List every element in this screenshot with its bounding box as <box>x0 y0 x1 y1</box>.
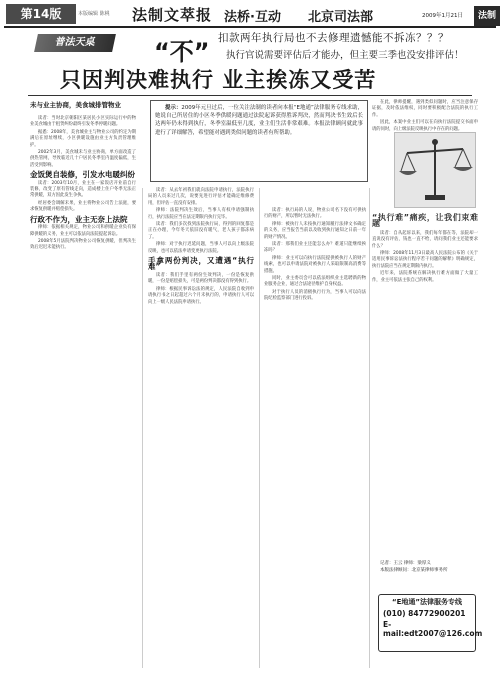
column-3 <box>264 208 366 304</box>
paragraph: 因此，本案中业主们可以在向执行法院提交书面申请的同时，向上级法院反映执行中存在的问题。 <box>372 120 478 132</box>
paragraph: 律师：根据民事诉讼法的规定，人民法院自收到申请执行书之日起超过六个月未执行的，申请执行人可以向上一级人民法院申请执行。 <box>148 286 254 305</box>
side-tag: 法制 <box>474 6 500 26</box>
main-headline: 只因判决难执行 业主挨冻又受苦 <box>60 68 377 92</box>
byline <box>380 560 476 574</box>
byline-counsel: 本版法律顾问：北京某律师事务所 <box>380 568 448 573</box>
paragraph: 对于执行人员的消极执行行为，当事人可以向法院纪检监察部门进行投诉。 <box>264 289 366 302</box>
headline-deck-2: 执行官说需要评估后才能办，但主要三季也没安排评估！ <box>226 50 464 61</box>
column-4 <box>372 100 478 285</box>
column-divider <box>259 188 260 668</box>
paragraph: 读者：2003年10月，业主在一家饭店开业前自行装修，改变了原有管线走向，造成楼上住户冬季无法正常供暖，双方因此发生争执。 <box>30 180 136 199</box>
paragraph: 在此，律师提醒，遇到类似问题时，应当注意保存证据，及时依法维权，同时要积极配合法院的执行工作。 <box>372 100 478 118</box>
masthead <box>4 4 496 26</box>
subheading: “执行难”痛疾，让我们束难题 <box>372 213 478 229</box>
column-kicker: 普法天桌 <box>34 34 116 52</box>
subheading: 手拿两份判决，又遭遇“执行难” <box>148 256 254 272</box>
sidebar-title: 未与业主协商，美食城排管物业 <box>30 101 121 109</box>
masthead-rule <box>4 26 496 28</box>
column-2 <box>148 188 254 307</box>
paper-name: 法制文萃报 <box>132 6 213 24</box>
column-divider <box>142 188 143 668</box>
paragraph: 读者：那我们业主还能怎么办？难道只能继续挨冻吗？ <box>264 242 366 254</box>
headline-quote-word: “不” <box>154 38 210 66</box>
contact-title: “E地通”法律服务专线 <box>392 598 462 606</box>
paragraph: 2002年3月，美食城未与业主协商，单方面改造了供热管网，导致临近几十户居民冬季室内温度偏低，生活受到影响。 <box>30 150 136 168</box>
prompt-body: 2009年元旦过后，一位关注法制的读者向本报“E地通”法律服务专线求助，她说自己所居住的小区冬季供暖问题通过法院起诉获得胜诉判决，然而判决书生效后长达两年仍未得到执行，冬季室温低至几度，业主们生活非常艰难。本报法律顾问就此事进行了详细解答，希望能对遇到类似问题的读者有所帮助。 <box>155 105 363 136</box>
illustration-spacer <box>372 134 478 212</box>
paragraph: 近年来，法院系统在解决执行难方面做了大量工作，业主可依法主张自己的权利。 <box>372 271 478 283</box>
contact-email: E-mail:edt2007@126.com <box>383 620 483 638</box>
column-divider <box>369 188 370 668</box>
prompt-lead: 提示： <box>165 105 182 111</box>
paragraph: 律师：法院判决生效后，当事人有权申请强制执行，执行法院应当在法定期限内执行完毕。 <box>148 208 254 220</box>
paragraph: 读者：我们多次找到法院执行局，得到的回复都是正在办理，今年冬天依旧没有暖气，老人孩子都冻病了。 <box>148 222 254 240</box>
subheading: 行政不作为，业主无奈上法院 <box>30 214 128 224</box>
section-name: 法桥·互动 <box>224 10 281 25</box>
editor-credit: 本版编辑 陈桃 <box>78 11 110 17</box>
contact-box <box>378 594 483 652</box>
paragraph: 据悉：2008年，美食城业主与物业公司的约定为期满后在原址继续，小区供暖设施由业主方负责管理维护。 <box>30 129 136 148</box>
paragraph: 律师：业主可以向执行法院提供被执行人的财产线索，也可以申请法院对被执行人采取限制高消费等措施。 <box>264 255 366 274</box>
paragraph: 读者：当时北京朝阳区某居民小区实际运行中的物业美食城由于租赁纠纷最终引发冬季停暖问题。 <box>30 116 136 128</box>
paragraph: 律师：被执行人未按执行通知履行法律文书确定的义务，应当报告当前以及收到执行通知之日前一年的财产情况。 <box>264 221 366 240</box>
headline-deck-1: 扣款两年执行局也不去修理遗憾能不拆冻？？？ <box>218 32 449 44</box>
paragraph: 2008年5月法院判决物业公司恢复供暖，但判决生效后迟迟未能执行。 <box>30 238 136 251</box>
paragraph: 同时，业主委员会可以依法组织业主选聘新的物业服务企业，通过合法途径维护自身权益。 <box>264 276 366 288</box>
paragraph: 读者：我们手里有两份生效判决，一份是恢复供暖，一份是赔偿损失，可是两份判决都没有得到执行。 <box>148 272 254 285</box>
paragraph: 律师：依据相关规定，物业公司和供暖企业负有保障供暖的义务，业主可以依法向法院提起诉讼。 <box>30 225 136 237</box>
headline-rule <box>28 95 472 96</box>
subheading: 金饭煲自装修，引发水电暖纠纷 <box>30 170 135 180</box>
paragraph: 读者：从去年初我们就向法院申请执行，法院执行局的人员来过几次，说要先进行评估才能确定维修费用，但评估一直没有安排。 <box>148 188 254 206</box>
byline-reporter: 记者：王云 律师：梁厚义 <box>380 561 431 566</box>
issue-date: 2009年1月21日 <box>422 13 463 19</box>
column-1 <box>30 116 136 253</box>
page-number: 第14版 <box>6 4 76 24</box>
dept-name: 北京司法部 <box>308 10 374 25</box>
paragraph: 经居委会调解未果，业主将物业公司告上法庭，要求恢复供暖并赔偿损失。 <box>30 200 136 213</box>
paragraph: 律师：2008年11月3日最高人民法院公布的《关于适用民事诉讼法执行程序若干问题的解释》明确规定，执行法院应当在规定期限内执行。 <box>372 251 478 269</box>
contact-phone: (010) 84772900201 <box>383 609 466 618</box>
paragraph: 读者：执行局的人说，物业公司名下没有可供执行的财产，所以暂时无法执行。 <box>264 208 366 220</box>
prompt-box <box>150 100 368 182</box>
paragraph: 读者：自从起诉以来，我们每年都在等，法院却一直说没有评估，钱也一直不给，请问我们业主还能要求什么？ <box>372 230 478 249</box>
prompt-text <box>155 104 363 137</box>
paragraph: 律师：对于执行迟延问题，当事人可以向上级法院反映，也可以依法申请变更执行法院。 <box>148 242 254 254</box>
